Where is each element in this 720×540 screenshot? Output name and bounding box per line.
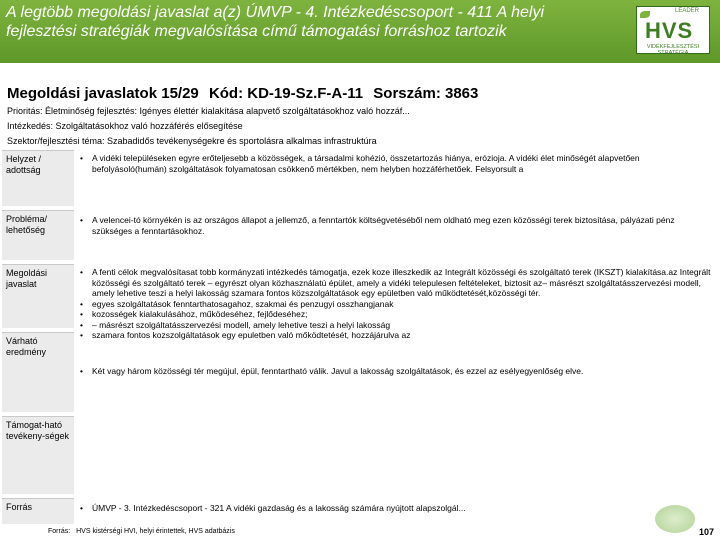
list-item: • egyes szolgáltatások fenntarthatosagahoz, szakmai és penzugyi osszhangjanak	[78, 299, 714, 310]
row-content-problem	[78, 215, 714, 236]
footer-source-text: HVS kistérségi HVI, helyi érintettek, HVS adatbázis	[76, 528, 235, 535]
header-banner	[0, 0, 720, 63]
list-item: • – másrészt szolgáltatásszervezési modell, amely lehetive teszi a helyi lakosság	[78, 320, 714, 331]
list-item: • szamara fontos kozszolgáltatások egy epuletben való mőködtetését, hozzájárulva az	[78, 330, 714, 341]
row-label-expected: Várható eredmény	[2, 332, 74, 412]
logo-name: HVS	[645, 18, 694, 43]
heading-prefix: Megoldási javaslatok 15/29	[7, 85, 199, 102]
field-line: Szektor/fejlesztési téma: Szabadidős tevékenységekre és sportolásra alkalmas infrastruktúra	[7, 136, 377, 146]
priority-line: Prioritás: Életminőség fejlesztés: Igényes élettér kialakítása alapvető szolgáltatásokhoz való hozzáf...	[7, 106, 410, 116]
list-item: • A velencei-tó környékén is az országos állapot a jellemző, a fenntartók költségvetéséből nem oldható meg ezen közösségi terek biztosítása, pályázati pénz szükséges a fenntartásokhoz.	[78, 215, 714, 236]
list-item: • Két vagy három közösségi tér megújul, épül, fenntartható válik. Javul a lakosság szolgáltatások, és ezzel az esélyegyenlőség elve.	[78, 366, 714, 377]
leaf-icon	[640, 11, 650, 18]
row-content-solution	[78, 267, 714, 341]
row-label-problem: Probléma/ lehetőség	[2, 210, 74, 260]
leader-badge-icon	[655, 505, 695, 533]
row-label-supported: Támogat-ható tevékeny-ségek	[2, 416, 74, 494]
row-label-source: Forrás	[2, 498, 74, 524]
solution-heading	[7, 85, 484, 102]
row-label-solution: Megoldási javaslat	[2, 264, 74, 328]
hvs-logo	[636, 6, 710, 54]
heading-serial: Sorszám: 3863	[373, 85, 479, 102]
list-item: • A fenti célok megvalósítasat tobb kormányzati intézkedés támogatja, ezek koze illeszkedik az Integrált közösségi és szolgáltató terek (IKSZT) kialakítása.az Integrált közösségi és szolgáltató terek – egyrészt olyan közhasználatú épület, amely a vidéki telepulesen feltételeket, biztosit az– másrészt szolgáltatásszervezési modell, amely lehetive teszi a helyi lakosság szamara fontos közszolgáltatások egy epületben való működtetését,közösségi tér.	[78, 267, 714, 299]
row-content-expected	[78, 366, 714, 377]
logo-tag: LEADER	[675, 8, 700, 14]
page-title: A legtöbb megoldási javaslat a(z) ÚMVP - 4. Intézkedéscsoport - 411 A helyi fejlesztési stratégiák megvalósítása című támogatási forráshoz tartozik	[6, 4, 545, 40]
row-label-situation: Helyzet / adottság	[2, 150, 74, 206]
page-number: 107	[698, 527, 714, 537]
list-item: • kozosségek kialakulásához, működeséhez, fejlődeséhez;	[78, 309, 714, 320]
logo-subtitle: VIDÉKFEJLESZTÉSI STRATÉGIA	[646, 44, 700, 56]
heading-code: Kód: KD-19-Sz.F-A-11	[208, 85, 364, 102]
list-item: • A vidéki településeken egyre erőteljesebb a közösségek, a társadalmi kohézió, összetartozás hiánya, erózioja. A vidéki élet minőségét alapvetően befolyásoló(humán) szolgáltatások folyamatosan csökkenő mértékben, nem helyben hozzáférhetőek. Felsyorsult a	[78, 153, 714, 174]
row-content-situation	[78, 153, 714, 174]
footer-source	[48, 528, 239, 535]
list-item: • ÚMVP - 3. Intézkedéscsoport - 321 A vidéki gazdaság és a lakosság számára nyújtott alapszolgál...	[78, 503, 714, 514]
measure-line: Intézkedés: Szolgáltatásokhoz való hozzáférés elősegítése	[7, 121, 243, 131]
row-content-source	[78, 503, 714, 514]
footer-source-label: Forrás:	[48, 528, 71, 535]
